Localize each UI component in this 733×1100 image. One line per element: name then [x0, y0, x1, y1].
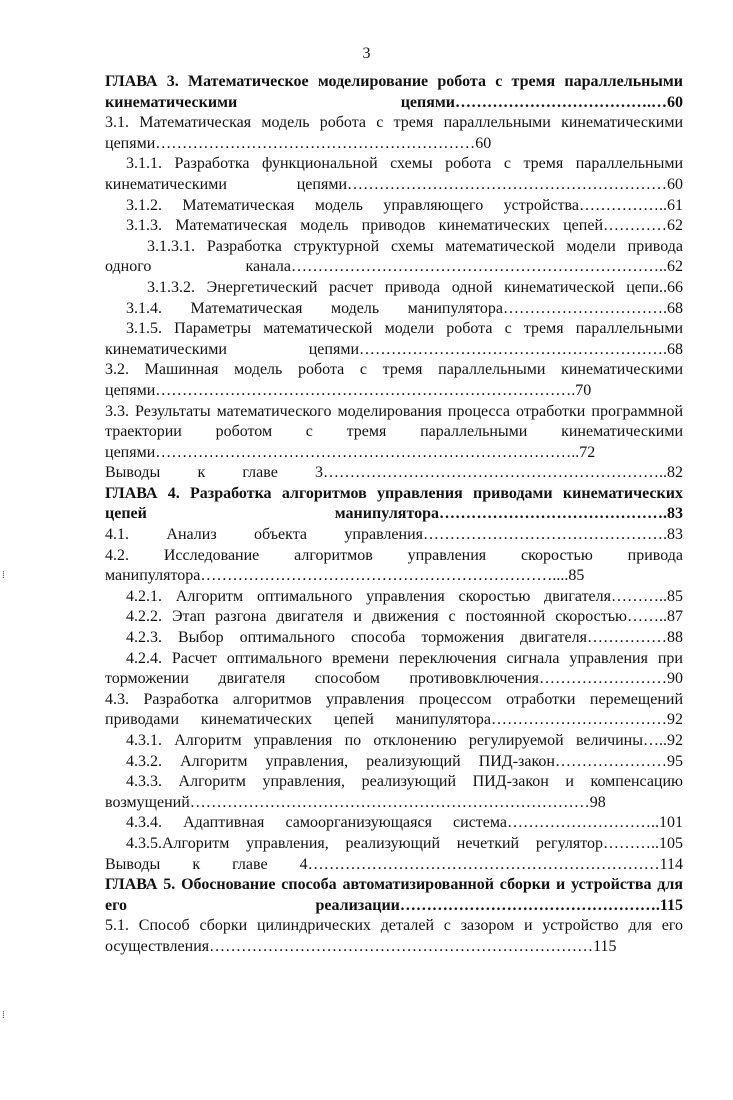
toc-entry: Выводы к главе 3………………………………………………………..82: [105, 464, 683, 482]
page-number: 3: [362, 45, 371, 62]
table-of-contents: [105, 72, 683, 958]
toc-chapter-entry: ГЛАВА 5. Обоснование способа автоматизированной сборки и устройства для его реализации………………………………………….115: [105, 876, 683, 914]
toc-entry: 3.1. Математическая модель робота с тремя параллельными кинематическими цепями……………………………………………………60: [105, 114, 683, 152]
toc-entry: 3.1.4. Математическая модель манипулятора………………………….68: [126, 299, 683, 317]
toc-entry: 5.1. Способ сборки цилиндрических деталей с зазором и устройство для его осуществления………………………………………………………………115: [105, 917, 683, 955]
toc-entry: 3.1.2. Математическая модель управляющего устройства……………..61: [126, 196, 683, 214]
toc-entry: 3.1.5. Параметры математической модели робота с тремя параллельными кинематическими цепями………………………………………………….68: [105, 320, 683, 358]
toc-entry: 4.2.2. Этап разгона двигателя и движения с постоянной скоростью……..87: [126, 608, 683, 626]
toc-entry: 3.1.1. Разработка функциональной схемы робота с тремя параллельными кинематическими цепями……………………………………………………60: [105, 155, 683, 193]
toc-chapter-entry: ГЛАВА 4. Разработка алгоритмов управления приводами кинематических цепей манипулятора…………………………………….83: [105, 484, 683, 523]
toc-entry: 3.1.3. Математическая модель приводов кинематических цепей…………62: [126, 217, 683, 235]
toc-entry: 3.2. Машинная модель робота с тремя параллельными кинематическими цепями…………………………………………………………………….70: [105, 361, 683, 399]
toc-entry: 4.3.3. Алгоритм управления, реализующий ПИД-закон и компенсацию возмущений…………………………………………………………………98: [105, 773, 683, 811]
toc-entry: 3.1.3.2. Энергетический расчет привода одной кинематической цепи..66: [147, 278, 683, 296]
toc-entry: 4.3.5.Алгоритм управления, реализующий нечеткий регулятор………..105: [126, 834, 683, 852]
toc-entry: 4.2.3. Выбор оптимального способа торможения двигателя……………88: [126, 629, 683, 647]
toc-entry: 4.2.4. Расчет оптимального времени переключения сигнала управления при торможении двигателя способом противовключения……………………90: [105, 649, 683, 688]
toc-entry: 4.3. Разработка алгоритмов управления процессом отработки перемещений приводами кинематических цепей манипулятора……………………………92: [105, 690, 683, 729]
toc-entry: 4.2. Исследование алгоритмов управления скоростью привода манипулятора…………………………………………………………....85: [105, 546, 683, 585]
scan-noise-mark: ⁞: [2, 1010, 5, 1021]
toc-entry: Выводы к главе 4…………………………………………………………114: [105, 855, 683, 873]
toc-entry: 3.1.3.1. Разработка структурной схемы математической модели привода одного канала……………………………………………………………..62: [105, 237, 683, 276]
toc-entry: 4.2.1. Алгоритм оптимального управления скоростью двигателя………..85: [126, 587, 683, 605]
toc-entry: 4.3.2. Алгоритм управления, реализующий ПИД-закон…………………95: [126, 752, 683, 770]
toc-chapter-entry: ГЛАВА 3. Математическое моделирование робота с тремя параллельными кинематическими цепями……………………………….…60: [105, 73, 683, 111]
toc-entry: 4.3.1. Алгоритм управления по отклонению регулируемой величины…..92: [126, 732, 683, 749]
scan-noise-mark: ⁞: [2, 570, 5, 581]
toc-entry: 4.3.4. Адаптивная самоорганизующаяся система………………………..101: [126, 814, 683, 832]
toc-entry: 4.1. Анализ объекта управления……………………………………….83: [105, 526, 683, 544]
toc-entry: 3.3. Результаты математического моделирования процесса отработки программной траектории роботом с тремя параллельными кинематическими цепями……………………………………………………………………..72: [105, 402, 683, 461]
